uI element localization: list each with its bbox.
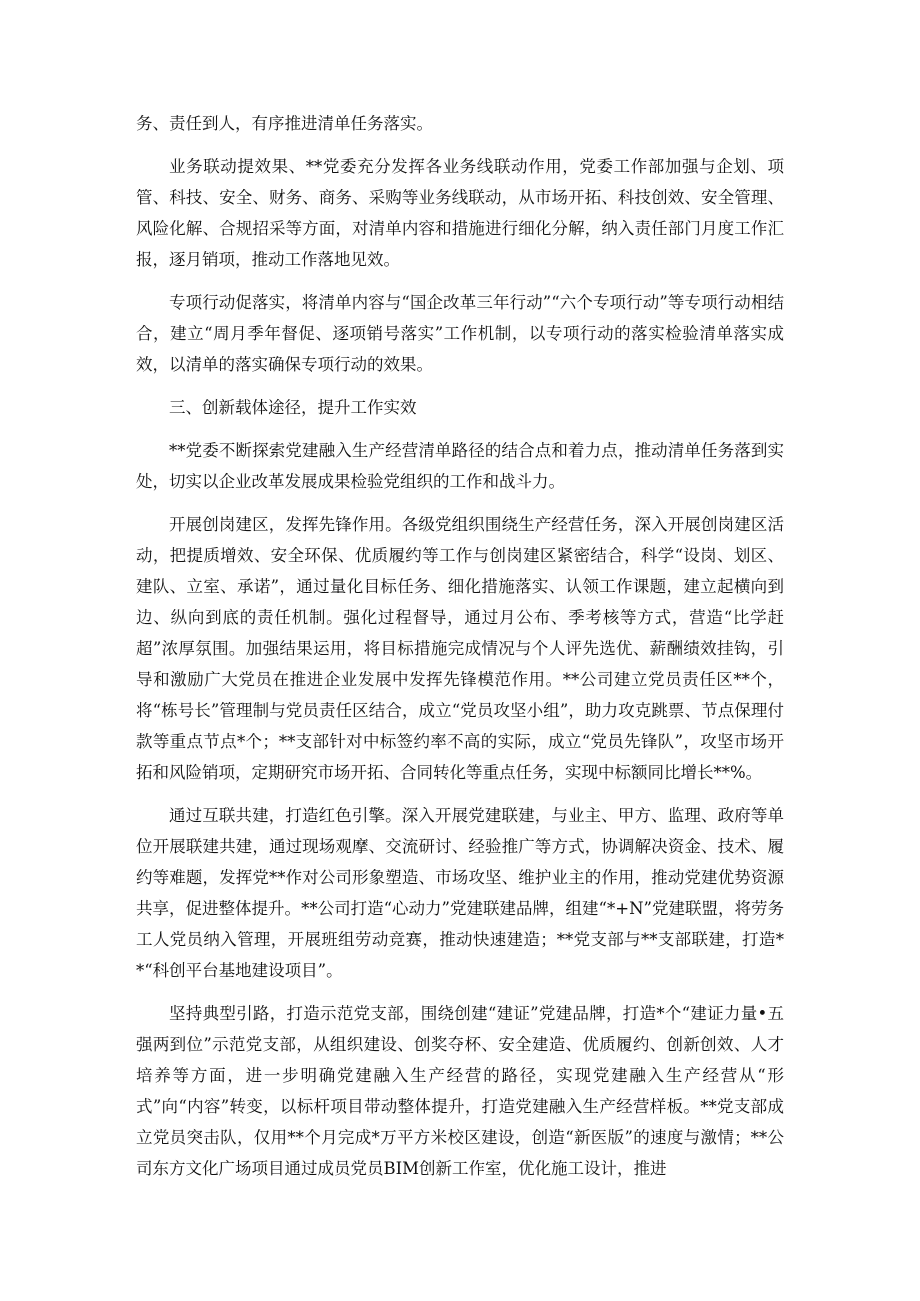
paragraph-continuation: 务、责任到人，有序推进清单任务落实。 — [136, 114, 433, 133]
paragraph-party-committee: **党委不断探索党建融入生产经营清单路径的结合点和着力点，推动清单任务落到实处，切实以企业改革发展成果检验党组织的工作和战斗力。 — [136, 441, 784, 491]
paragraph-special-action: 专项行动促落实，将清单内容与“国企改革三年行动”“六个专项行动”等专项行动相结合，建立“周月季年督促、逐项销号落实”工作机制，以专项行动的落实检验清单落实成效，以清单的落实确保专项行动的效果。 — [136, 293, 784, 374]
section-heading-three: 三、创新载体途径，提升工作实效 — [169, 398, 417, 417]
paragraph-joint-construction: 通过互联共建，打造红色引擎。深入开展党建联建，与业主、甲方、监理、政府等单位开展联建共建，通过现场观摩、交流研讨、经验推广等方式，协调解决资金、技术、履约等难题，发挥党**作对公司形象塑造、市场攻坚、维护业主的作用，推动党建优势资源共享，促进整体提升。**公司打造“心动力”党建联建品牌，组建“*+N”党建联盟，将劳务工人党员纳入管理，开展班组劳动竞赛，推动快速建造；**党支部与**支部联建，打造**“科创平台基地建设项目”。 — [136, 806, 784, 980]
paragraph-business-linkage: 业务联动提效果、**党委充分发挥各业务线联动作用，党委工作部加强与企划、项管、科技、安全、财务、商务、采购等业务线联动，从市场开拓、科技创效、安全管理、风险化解、合规招采等方面，对清单内容和措施进行细化分解，纳入责任部门月度工作汇报，逐月销项，推动工作落地见效。 — [136, 157, 784, 269]
paragraph-model-branch: 坚持典型引路，打造示范党支部，围绕创建“建证”党建品牌，打造*个“建证力量•五强两到位”示范党支部，从组织建设、创奖夺杯、安全建造、优质履约、创新创效、人才培养等方面，进一步明确党建融入生产经营的路径，实现党建融入生产经营从“形式”向“内容”转变，以标杆项目带动整体提升，打造党建融入生产经营样板。**党支部成立党员突击队，仅用**个月完成*万平方米校区建设，创造“新医版”的速度与激情；**公司东方文化广场项目通过成员党员BIM创新工作室，优化施工设计，推进 — [136, 1004, 784, 1178]
paragraph-post-zone: 开展创岗建区，发挥先锋作用。各级党组织围绕生产经营任务，深入开展创岗建区活动，把提质增效、安全环保、优质履约等工作与创岗建区紧密结合，科学“设岗、划区、建队、立室、承诺”，通过量化目标任务、细化措施落实、认领工作课题，建立起横向到边、纵向到底的责任机制。强化过程督导，通过月公布、季考核等方式，营造“比学赶超”浓厚氛围。加强结果运用，将目标措施完成情况与个人评先选优、薪酬绩效挂钩，引导和激励广大党员在推进企业发展中发挥先锋模范作用。**公司建立党员责任区**个，将“栋号长”管理制与党员责任区结合，成立“党员攻坚小组”，助力攻克跳票、节点保理付款等重点节点*个；**支部针对中标签约率不高的实际，成立“党员先锋队”，攻坚市场开拓和风险销项，定期研究市场开拓、合同转化等重点任务，实现中标额同比增长**%。 — [136, 515, 784, 782]
